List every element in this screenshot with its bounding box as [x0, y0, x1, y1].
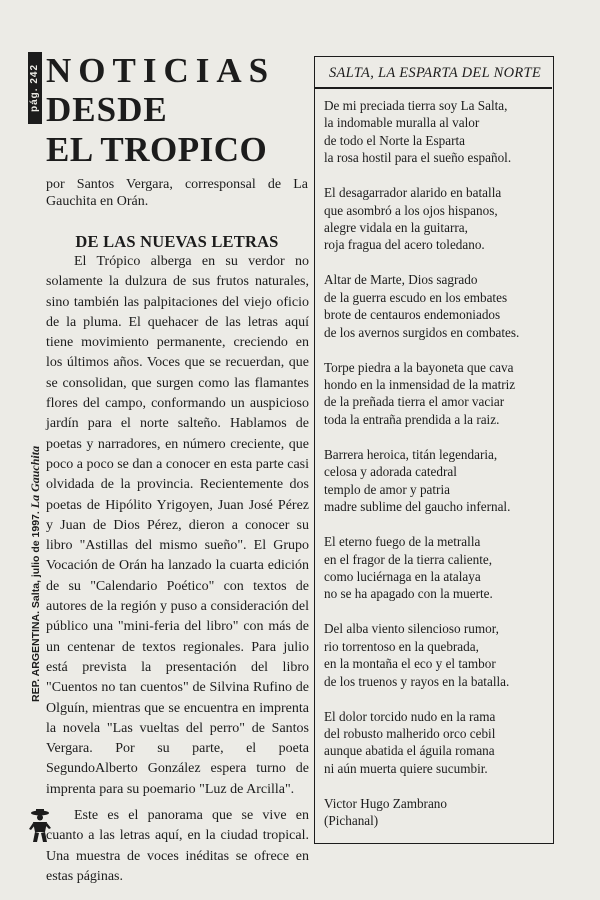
page-number-box [28, 52, 42, 124]
headline-line-3: EL TROPICO [46, 130, 268, 169]
poem-line: de la preñada tierra el amor vaciar [324, 394, 505, 410]
poem-line: El eterno fuego de la metralla [324, 534, 481, 550]
poem-line: hondo en la inmensidad de la matriz [324, 377, 516, 393]
poem-line: Altar de Marte, Dios sagrado [324, 272, 478, 288]
poem-line: de todo el Norte la Esparta [324, 132, 465, 148]
poem-stanza [324, 359, 550, 429]
article-body [46, 252, 309, 887]
poem-title-divider [315, 87, 552, 89]
article-byline: por Santos Vergara, corresponsal de La Gauchita en Orán. [46, 177, 308, 209]
poem-line: rio torrentoso en la quebrada, [324, 638, 479, 654]
article-headline [46, 52, 308, 170]
gauchito-mascot-icon [28, 808, 52, 844]
poem-line: del robusto malherido orco cebil [324, 725, 496, 741]
poem-stanza [324, 271, 550, 341]
poem-line: Torpe piedra a la bayoneta que cava [324, 359, 514, 375]
poem-line: no se ha apagado con la muerte. [324, 586, 493, 602]
poem-stanza [324, 97, 550, 167]
publication-brand: La Gauchita [28, 445, 42, 509]
poem-line: de los avernos surgidos en combates. [324, 324, 520, 340]
poem-title: SALTA, LA ESPARTA DEL NORTE [328, 65, 542, 81]
poem-line: ni aún muerta quiere sucumbir. [324, 760, 488, 776]
poem-stanza [324, 620, 550, 690]
headline-line-2: DESDE [46, 90, 168, 129]
poem-line: Barrera heroica, titán legendaria, [324, 446, 498, 462]
publication-location-date: REP. ARGENTINA. Salta, julio de 1997. [30, 511, 42, 702]
article-paragraph: El Trópico alberga en su verdor no solamente la dulzura de sus frutos naturales, sino también las palpitaciones del viejo oficio de la pluma. El quehacer de las letras aquí tiene movimiento permanente, creciendo en los últimos años. Voces que se recuerdan, que se consolidan, que surgen como las flamantes flores del campo, conformando un auspicioso jardín para el norte salteño. Hablamos de poetas y narradores, en número creciente, que poco a poco se dan a conocer en esta parte casi olvidada de la provincia. Recientemente dos poetas de Hipólito Yrigoyen, Juan José Pérez y Juan de Dios Pérez, dieron a conocer su libro "Astillas del mismo sueño". El Grupo Vocación de Orán ha lanzado la cuarta edición de su "Calendario Poético" con textos de autores de la región y puso a consideración del público una "mini-feria del libro" con más de un centenar de textos regionales. Para julio está prevista la presentación del libro "Cuentos no tan cuentos" de Silvina Rufino de Olguín, mientras que se encuentra en imprenta la novela "Las vueltas del perro" de Santos Vergara. Por su parte, el poeta SegundoAlberto González espera turno de imprenta para su poemario "Luz de Arcilla". [46, 254, 309, 797]
poem-line: De mi preciada tierra soy La Salta, [324, 98, 508, 113]
poem-line: de la guerra escudo en los embates [324, 289, 508, 305]
poem-line: toda la entraña prendida a la raiz. [324, 411, 500, 427]
poem-line: que asombró a los ojos hispanos, [324, 202, 498, 218]
poem-line: roja fragua del acero toledano. [324, 237, 485, 253]
poem-stanza [324, 446, 550, 516]
poem-line: celosa y adorada catedral [324, 464, 457, 480]
poem-line: alegre vidala en la guitarra, [324, 220, 468, 236]
poem-line: aunque abatida el águila romana [324, 743, 495, 759]
poem-signature [324, 795, 550, 830]
poem-line: de los truenos y rayos en la batalla. [324, 673, 510, 689]
poem-line: El dolor torcido nudo en la rama [324, 708, 496, 724]
poem-line: como luciérnaga en la atalaya [324, 568, 481, 584]
poem-line: en la montaña el eco y el tambor [324, 656, 496, 672]
poem-place: (Pichanal) [324, 813, 379, 829]
poem-line: El desagarrador alarido en batalla [324, 185, 502, 201]
poem-stanza [324, 184, 550, 254]
poem-line: Del alba viento silencioso rumor, [324, 621, 499, 637]
article-paragraph: Este es el panorama que se vive en cuanto a las letras aquí, en la ciudad tropical. Una muestra de voces inéditas se ofrece en estas páginas. [46, 808, 309, 884]
poem-line: la rosa hostil para el sueño español. [324, 150, 512, 166]
poem-line: madre sublime del gaucho infernal. [324, 499, 511, 515]
poem-line: en el fragor de la tierra caliente, [324, 551, 493, 567]
poem-author: Victor Hugo Zambrano [324, 795, 447, 811]
poem-box [314, 56, 554, 844]
poem-line: templo de amor y patria [324, 481, 450, 497]
poem-line: la indomable muralla al valor [324, 115, 480, 131]
page-number: pág. 242 [29, 63, 40, 113]
poem-body [324, 97, 550, 830]
side-strip [28, 52, 42, 702]
poem-stanza [324, 533, 550, 603]
publication-info [28, 116, 42, 702]
headline-line-1: NOTICIAS [46, 51, 276, 90]
poem-line: brote de centauros endemoniados [324, 307, 501, 323]
poem-stanza [324, 708, 550, 778]
section-title: DE LAS NUEVAS LETRAS [75, 232, 279, 251]
